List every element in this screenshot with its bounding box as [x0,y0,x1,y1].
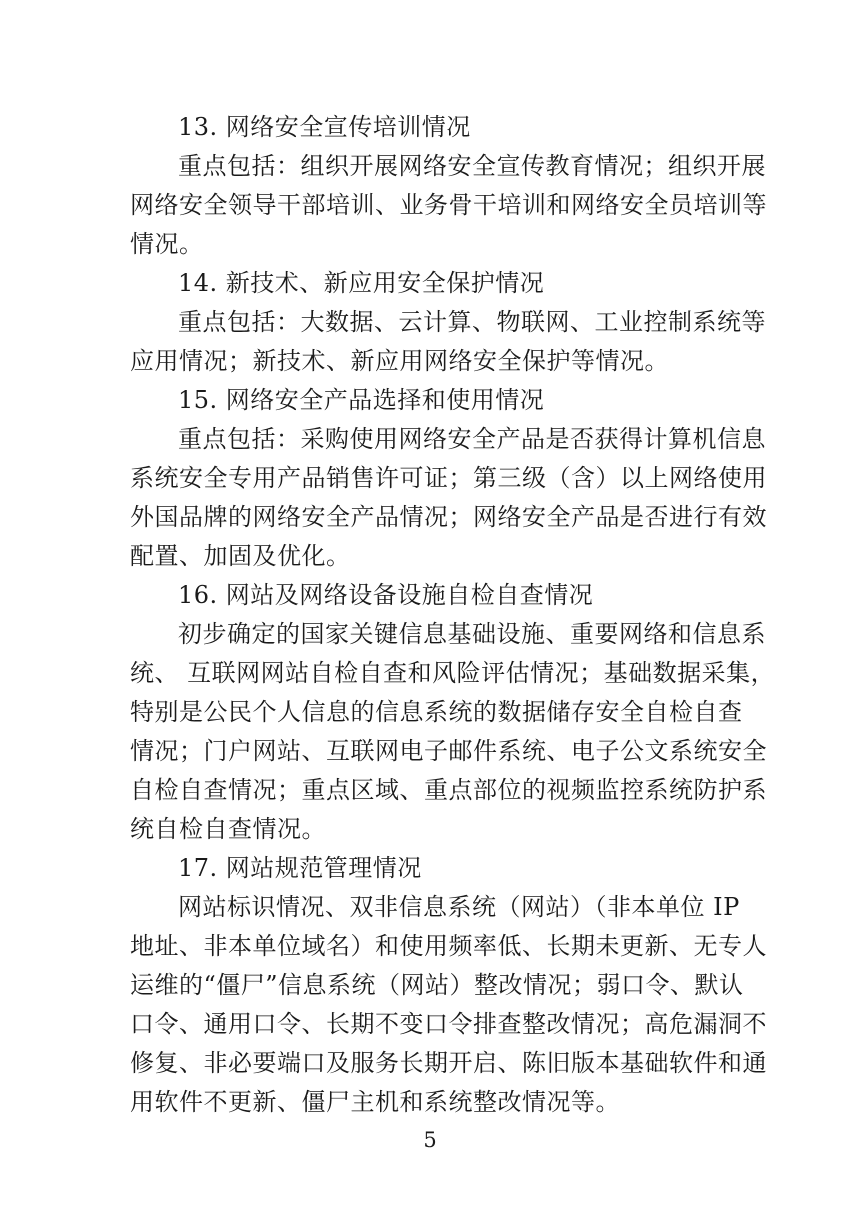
text-line: 地址、非本单位域名）和使用频率低、长期未更新、无专人 [130,932,767,960]
text-line: 情况。 [130,230,204,258]
text-line: 网络安全领导干部培训、业务骨干培训和网络安全员培训等 [130,191,767,219]
text-line: 重点包括：组织开展网络安全宣传教育情况；组织开展 [178,152,766,180]
text-line: 统自检自查情况。 [130,815,326,843]
text-line: 自检自查情况；重点区域、重点部位的视频监控系统防护系 [130,776,767,804]
section-heading-15: 15. 网络安全产品选择和使用情况 [178,386,545,414]
text-line: 配置、加固及优化。 [130,542,351,570]
text-line: 用软件不更新、僵尸主机和系统整改情况等。 [130,1088,620,1116]
text-line: 网站标识情况、双非信息系统（网站）（非本单位 IP [178,893,740,921]
text-line: 初步确定的国家关键信息基础设施、重要网络和信息系 [178,620,766,648]
text-line: 外国品牌的网络安全产品情况；网络安全产品是否进行有效 [130,503,767,531]
text-line: 重点包括：大数据、云计算、物联网、工业控制系统等 [178,308,766,336]
section-heading-17: 17. 网站规范管理情况 [178,854,422,882]
text-line: 重点包括：采购使用网络安全产品是否获得计算机信息 [178,425,766,453]
section-heading-13: 13. 网络安全宣传培训情况 [178,113,471,141]
page-number: 5 [423,1128,437,1152]
text-line: 运维的“僵尸”信息系统（网站）整改情况；弱口令、默认 [130,971,744,999]
document-body [130,108,776,1122]
section-heading-14: 14. 新技术、新应用安全保护情况 [178,269,545,297]
text-line: 口令、通用口令、长期不变口令排查整改情况；高危漏洞不 [130,1010,767,1038]
text-line: 统、 互联网网站自检自查和风险评估情况；基础数据采集， [130,659,776,687]
text-line: 应用情况；新技术、新应用网络安全保护等情况。 [130,347,669,375]
text-line: 情况；门户网站、互联网电子邮件系统、电子公文系统安全 [130,737,767,765]
text-line: 修复、非必要端口及服务长期开启、陈旧版本基础软件和通 [130,1049,767,1077]
text-line: 特别是公民个人信息的信息系统的数据储存安全自检自查 [130,698,743,726]
section-heading-16: 16. 网站及网络设备设施自检自查情况 [178,581,594,609]
text-line: 系统安全专用产品销售许可证；第三级（含）以上网络使用 [130,464,767,492]
